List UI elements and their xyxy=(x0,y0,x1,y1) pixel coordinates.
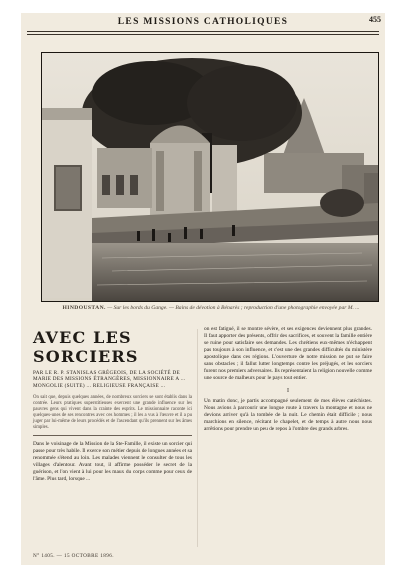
caption-location: HINDOUSTAN. xyxy=(62,305,106,311)
right-body-text-bottom: Un matin donc, je partis accompagné seulement de mes élèves catéchistes. Nous avions à parcourir une longue route à travers la montagne et nous ne devions arriver qu'à la tombée de la nuit. Le chemin était difficile ; nous marchions en silence, récitant le chapelet, et de temps à autre nous nous arrêtions pour prendre un peu de repos à l'ombre des grands arbres. xyxy=(204,398,372,432)
header-rule xyxy=(27,31,379,32)
page-number: 455 xyxy=(369,15,381,24)
right-column xyxy=(204,326,372,433)
article-intro: On sait que, depuis quelques années, de nombreux sorciers se sont établis dans la contrée. Leurs pratiques superstitieuses exercent une grande influence sur les pauvres gens qui vivent dans la crainte des esprits. Le missionnaire raconte ici quelques-unes de ses rencontres avec ces hommes ; il les a vus à l'œuvre et il a pu juger par lui-même de leurs procédés et de l'ascendant qu'ils prennent sur les âmes simples. xyxy=(33,395,192,431)
running-head xyxy=(21,15,385,29)
left-column xyxy=(33,328,192,483)
column-divider xyxy=(197,329,198,547)
intro-rule xyxy=(33,435,192,436)
article-title: AVEC LES SORCIERS xyxy=(33,328,139,366)
ghats-illustration xyxy=(42,53,378,301)
header-rule-secondary xyxy=(27,34,379,35)
caption-text: — Sur les bords du Gange. — Bains de dévotion à Bénarès ; reproduction d'une photographie envoyée par M. ... xyxy=(107,305,360,311)
journal-title: LES MISSIONS CATHOLIQUES xyxy=(117,17,289,27)
section-number: I xyxy=(287,388,289,394)
engraving-photo xyxy=(41,52,379,302)
figure-caption xyxy=(61,305,361,312)
issue-footer: N° 1405. — 15 OCTOBRE 1896. xyxy=(33,553,114,559)
left-body-text: Dans le voisinage de la Mission de la Ste-Famille, il existe un sorcier qui passe pour très habile. Il exerce son métier depuis de longues années et sa renommée s'étend au loin. Les malades viennent le consulter de tous les villages d'alentour. Avant tout, il affirme posséder le secret de la guérison, et l'on vient à lui pour les maux du corps comme pour ceux de l'âme. Plus tard, lorsque ... xyxy=(33,441,192,483)
article-byline: PAR LE R. P. STANISLAS GRÉGEOIS, DE LA SOCIÉTÉ DE MARIE DES MISSIONS ÉTRANGÈRES, MISSIONNAIRE A ... MONGOLIE (SUITE) ... RELIGIEUSE FRANÇAISE ... xyxy=(33,370,186,389)
journal-page xyxy=(21,13,385,565)
right-body-text-top: on est fatigué, il se montre sévère, et ses exigences deviennent plus grandes. Il faut apporter des présents, offrir des sacrifices, et souvent la famille entière se ruine pour satisfaire ses demandes. Les chrétiens eux-mêmes n'échappent pas toujours à son influence, et c'est une des grandes difficultés du ministère apostolique dans ces régions. L'ouverture de notre mission ne put se faire sans obstacles ; il fallut lutter longtemps contre les préjugés, et les sorciers furent nos premiers adversaires. Ils représentaient la religion nouvelle comme une source de malheurs pour le pays tout entier. xyxy=(204,326,372,381)
